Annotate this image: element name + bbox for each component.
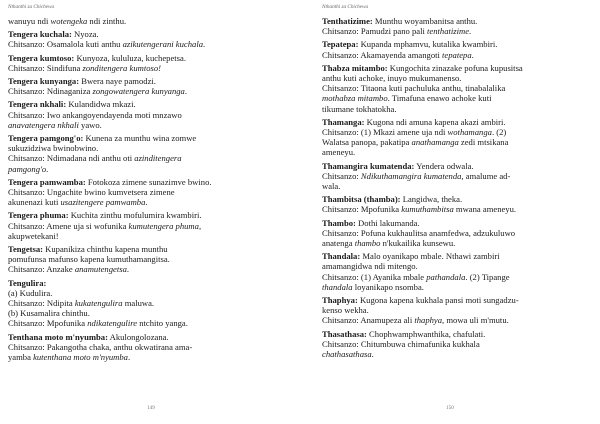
text-line xyxy=(8,53,284,63)
text-line xyxy=(8,187,284,197)
text-segment: Chitsanzo: Pamudzi pano pali xyxy=(322,26,428,37)
page-number: 150 xyxy=(446,405,454,411)
text-segment: Kugona ndi amuna kapena akazi ambiri. xyxy=(364,116,506,127)
text-segment: Chitsanzo: Chitumbuwa chimafunika kukhala xyxy=(322,338,480,349)
text-segment: Malo oyanikapo mbale. Nthawi zambiri xyxy=(360,251,500,262)
dictionary-column xyxy=(8,16,284,365)
text-segment: . xyxy=(203,39,206,50)
text-segment: wala. xyxy=(322,181,341,192)
text-segment: Chitsanzo: Mpofunika xyxy=(322,204,402,215)
example-italic: kumuthambitsa xyxy=(401,204,454,215)
dictionary-entry xyxy=(8,210,284,241)
text-line xyxy=(8,16,284,26)
text-line xyxy=(322,127,590,137)
text-segment: . Timafuna enawo achoke kuti xyxy=(387,93,492,104)
text-line xyxy=(322,339,590,349)
text-segment: . xyxy=(471,49,474,60)
text-segment: anthu kuti achoke, inuyo mukumanenso. xyxy=(322,73,462,84)
text-line xyxy=(322,349,590,359)
text-line xyxy=(322,329,590,339)
text-segment: Chitsanzo: Anzake xyxy=(8,264,75,275)
right-page xyxy=(300,0,600,424)
text-segment: Chitsanzo: Ndipita xyxy=(8,298,75,309)
text-segment: . xyxy=(469,26,472,37)
text-segment: Chophwamphwanthika, chafulati. xyxy=(366,328,486,339)
text-segment: Chitsanzo: Ndinaganiza xyxy=(8,86,93,97)
text-line xyxy=(322,16,590,26)
text-line xyxy=(8,264,284,274)
text-line xyxy=(8,177,284,187)
dictionary-entry xyxy=(8,99,284,130)
text-line xyxy=(322,228,590,238)
text-line xyxy=(8,76,284,86)
text-segment: Chitsanzo: Pakangotha chaka, anthu okwatirana ama- xyxy=(8,341,193,352)
headword: Tengera kunyanga: xyxy=(8,76,80,87)
text-segment: Chitsanzo: xyxy=(322,170,361,181)
example-italic: azinditengera xyxy=(134,153,182,164)
text-line xyxy=(322,117,590,127)
dictionary-entry xyxy=(322,117,590,158)
text-line xyxy=(322,147,590,157)
text-segment: Kunyoza, kululuza, kuchepetsa. xyxy=(74,52,186,63)
example-italic: mothabza mitambo xyxy=(322,93,388,104)
example-italic: usazitengere pamwamba xyxy=(60,197,146,208)
dictionary-entry xyxy=(8,76,284,96)
example-italic: wothamanga xyxy=(447,127,492,138)
text-line xyxy=(8,244,284,254)
text-line xyxy=(322,315,590,325)
dictionary-entry xyxy=(8,133,284,174)
text-segment: Chitsanzo: Ungachite bwino kumvetsera zimene xyxy=(8,187,175,198)
headword: Thandala: xyxy=(322,251,361,262)
text-segment: Chitsanzo: Pofuna kukhaulitsa anamfedwa, adzukuluwo xyxy=(322,227,516,238)
text-segment: Chitsanzo: Iwo ankangoyendayenda moti mnzawo xyxy=(8,109,182,120)
text-line xyxy=(8,288,284,298)
headword: Tengera kuchala: xyxy=(8,29,72,40)
example-italic: kumutengera phuma xyxy=(128,220,199,231)
headword: Thaphya: xyxy=(322,295,358,306)
dictionary-entry xyxy=(8,278,284,329)
headword: Tengera pamwamba: xyxy=(8,176,86,187)
example-italic: anathamanga xyxy=(411,137,459,148)
example-italic: thambo xyxy=(354,238,381,249)
text-segment: Nyoza. xyxy=(71,29,99,40)
text-line xyxy=(8,39,284,49)
dictionary-entry xyxy=(322,295,590,326)
entry-continuation xyxy=(8,16,284,26)
dictionary-entry xyxy=(8,244,284,275)
text-line xyxy=(322,171,590,181)
text-segment: Chitsanzo: Amene uja si wofunika xyxy=(8,220,129,231)
text-line xyxy=(322,63,590,73)
text-segment: yawo. xyxy=(78,119,102,130)
text-line xyxy=(8,352,284,362)
text-line xyxy=(322,39,590,49)
text-segment: Chitsanzo: (1) Mkazi amene uja ndi xyxy=(322,127,448,138)
text-segment: (a) Kudulira. xyxy=(8,287,53,298)
text-segment: Yendera odwala. xyxy=(414,160,474,171)
text-line xyxy=(8,342,284,352)
text-segment: Akulongolozana. xyxy=(107,331,169,342)
text-segment: Munthu woyambanitsa anthu. xyxy=(372,16,478,26)
text-line xyxy=(8,231,284,241)
text-segment: Kuchita zinthu mofulumira kwambiri. xyxy=(68,210,202,221)
text-line xyxy=(8,298,284,308)
text-segment: Dothi lakumanda. xyxy=(355,217,420,228)
text-segment: Walatsa panopa, pakatipa xyxy=(322,137,412,148)
text-segment: Bwera naye pamodzi. xyxy=(79,76,156,87)
example-italic: anavatengera nkhali xyxy=(8,119,79,130)
text-line xyxy=(8,63,284,73)
text-line xyxy=(8,29,284,39)
headword: Thamangira kumatenda: xyxy=(322,160,415,171)
running-header: Nthanthi za Chichewa xyxy=(322,4,369,10)
dictionary-entry xyxy=(322,63,590,114)
dictionary-entry xyxy=(322,39,590,59)
text-segment: , xyxy=(198,220,202,231)
text-line xyxy=(8,308,284,318)
example-italic: azikutengerani kuchala xyxy=(122,39,204,50)
dictionary-entry xyxy=(8,53,284,73)
text-segment: Kunena za munthu wina zomwe xyxy=(83,133,197,144)
example-italic: thandala xyxy=(322,281,353,292)
text-line xyxy=(8,164,284,174)
text-segment: . (2) xyxy=(491,127,507,138)
text-segment: amamangidwa ndi mitengo. xyxy=(322,261,418,272)
text-line xyxy=(8,318,284,328)
example-italic: pamgong'o xyxy=(8,163,47,174)
text-segment: sukuzidziwa bwinobwino. xyxy=(8,143,99,154)
dictionary-entry xyxy=(322,194,590,214)
text-line xyxy=(8,153,284,163)
headword: Tengera nkhali: xyxy=(8,99,67,110)
dictionary-entry xyxy=(322,16,590,36)
headword: Thambitsa (thamba): xyxy=(322,194,401,205)
text-line xyxy=(322,104,590,114)
text-line xyxy=(8,332,284,342)
headword: Thasathasa: xyxy=(322,328,367,339)
text-line xyxy=(8,120,284,130)
text-segment: Chitsanzo: (1) Ayanika mbale xyxy=(322,271,427,282)
text-segment: n'kukailika kunsewu. xyxy=(380,238,456,249)
dictionary-entry xyxy=(322,218,590,249)
text-line xyxy=(322,261,590,271)
text-line xyxy=(322,282,590,292)
text-segment: . (2) Tipange xyxy=(465,271,510,282)
text-segment: Chitsanzo: Ndimadana ndi anthu oti xyxy=(8,153,135,164)
headword: Tepatepa: xyxy=(322,39,359,50)
text-segment: akupwetekani! xyxy=(8,230,59,241)
text-segment: Chitsanzo: Titaona kuti pachuluka anthu, tinabalalika xyxy=(322,83,506,94)
text-segment: , mowa uli m'mutu. xyxy=(442,315,509,326)
text-line xyxy=(322,295,590,305)
text-segment: Chitsanzo: Osamalola kuti anthu xyxy=(8,39,123,50)
text-line xyxy=(322,218,590,228)
text-segment: tikumane tokhatokha. xyxy=(322,103,397,114)
example-italic: Ndikuthamangira kumatenda xyxy=(360,170,462,181)
text-segment: zedi mtsikana xyxy=(458,137,509,148)
text-line xyxy=(322,73,590,83)
text-line xyxy=(322,93,590,103)
text-segment: yamba xyxy=(8,352,34,363)
text-line xyxy=(322,251,590,261)
dictionary-entry xyxy=(8,332,284,363)
text-segment: ntchito yanga. xyxy=(137,318,188,329)
text-line xyxy=(8,133,284,143)
example-italic: chathasathasa xyxy=(322,349,372,360)
text-line xyxy=(8,99,284,109)
text-segment: ameneyu. xyxy=(322,147,356,158)
example-italic: zongowatengera kunyanga xyxy=(92,86,185,97)
running-header: Nthanthi za Chichewa xyxy=(8,4,55,10)
text-line xyxy=(322,305,590,315)
text-line xyxy=(322,181,590,191)
text-segment: Kugona kapena kukhala pansi moti sungadzu- xyxy=(357,295,519,306)
dictionary-column xyxy=(322,16,590,362)
text-line xyxy=(8,221,284,231)
text-segment: loyanikapo nsomba. xyxy=(352,281,424,292)
text-segment: , amalume ad- xyxy=(461,170,511,181)
text-segment: Chitsanzo: Mpofunika xyxy=(8,318,88,329)
text-line xyxy=(8,278,284,288)
text-line xyxy=(322,83,590,93)
example-italic: anamutengetsa xyxy=(74,264,127,275)
text-segment: akunenazi kuti xyxy=(8,197,61,208)
text-line xyxy=(322,194,590,204)
text-line xyxy=(322,238,590,248)
headword: Tenthatizime: xyxy=(322,16,373,26)
example-italic: thaphya xyxy=(414,315,443,326)
text-segment: Chitsanzo: Sindifuna xyxy=(8,62,83,73)
text-segment: Chitsanzo: Anamupeza ali xyxy=(322,315,415,326)
text-line xyxy=(8,86,284,96)
text-line xyxy=(322,50,590,60)
headword: Thabza mitambo: xyxy=(322,62,388,73)
example-italic: ndikatengulire xyxy=(87,318,138,329)
page-number: 149 xyxy=(147,405,155,411)
text-segment: . xyxy=(184,86,188,97)
text-line xyxy=(8,143,284,153)
text-segment: Kulandidwa mkazi. xyxy=(66,99,136,110)
dictionary-entry xyxy=(8,29,284,49)
text-segment: . xyxy=(145,197,148,208)
dictionary-entry xyxy=(322,251,590,292)
text-line xyxy=(322,204,590,214)
text-line xyxy=(8,197,284,207)
text-segment: pomufunsa mafunso kapena kumuthamangitsa. xyxy=(8,254,170,265)
example-italic: zonditengera kumtoso! xyxy=(82,62,162,73)
example-italic: kukatengulira xyxy=(74,298,123,309)
text-segment: . xyxy=(46,163,49,174)
example-italic: tenthatizime xyxy=(427,26,470,37)
text-segment: (b) Kusamalira chinthu. xyxy=(8,308,90,319)
headword: Thamanga: xyxy=(322,116,365,127)
dictionary-entry xyxy=(8,177,284,208)
example-italic: kutenthana moto m'nyumba xyxy=(33,352,128,363)
text-segment: anatenga xyxy=(322,238,355,249)
example-italic: wotengeka xyxy=(50,16,88,26)
text-segment: . xyxy=(126,264,130,275)
text-segment: Kupanda mphamvu, kutalika kwambiri. xyxy=(358,39,498,50)
text-segment: Chitsanzo: Akamayenda amangoti xyxy=(322,49,443,60)
headword: Tengera phuma: xyxy=(8,210,69,221)
text-segment: maluwa. xyxy=(122,298,155,309)
headword: Tengera kumtoso: xyxy=(8,52,75,63)
text-line xyxy=(322,272,590,282)
headword: Thambo: xyxy=(322,217,356,228)
headword: Tengulira: xyxy=(8,277,47,288)
dictionary-entry xyxy=(322,329,590,360)
text-segment: Kungochita zinazake pofuna kupusitsa xyxy=(387,62,523,73)
text-segment: mwana ameneyu. xyxy=(453,204,517,215)
headword: Tengera pamgong'o: xyxy=(8,133,84,144)
text-segment: . xyxy=(371,349,374,360)
text-line xyxy=(322,161,590,171)
text-segment: Fotokoza zimene sunazimve bwino. xyxy=(85,176,212,187)
dictionary-entry xyxy=(322,161,590,192)
text-line xyxy=(8,254,284,264)
text-segment: kenso wekha. xyxy=(322,305,369,316)
text-line xyxy=(322,26,590,36)
headword: Tengetsa: xyxy=(8,244,44,255)
text-segment: ndi zinthu. xyxy=(87,16,127,26)
text-segment: wanuyu ndi xyxy=(8,16,51,26)
text-line xyxy=(8,210,284,220)
text-segment: . xyxy=(127,352,131,363)
example-italic: tepatepa xyxy=(442,49,472,60)
headword: Tenthana moto m'nyumba: xyxy=(8,331,108,342)
text-segment: Kupanikiza chinthu kapena munthu xyxy=(43,244,168,255)
text-line xyxy=(8,110,284,120)
example-italic: pathandala xyxy=(426,271,466,282)
text-line xyxy=(322,137,590,147)
text-segment: Langidwa, theka. xyxy=(400,194,463,205)
